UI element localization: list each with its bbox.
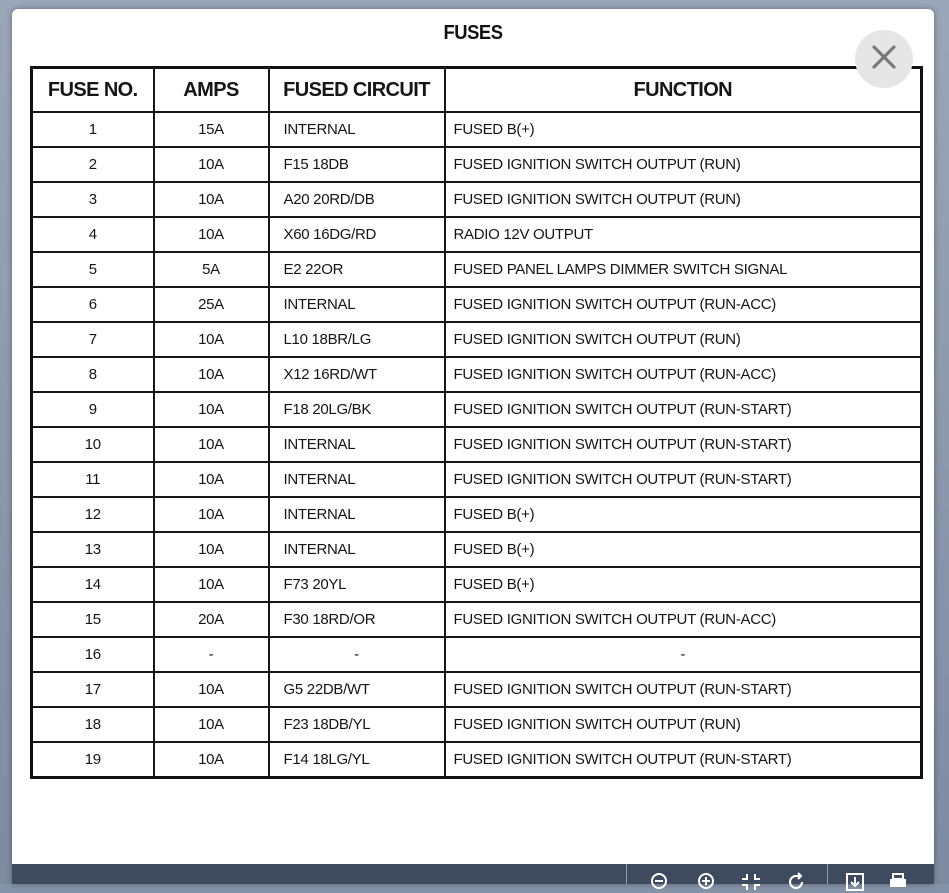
amps-cell: 10A <box>154 742 269 778</box>
fused-circuit-cell: F30 18RD/OR <box>269 602 445 637</box>
toolbar-divider <box>827 864 828 884</box>
amps-cell: 10A <box>154 532 269 567</box>
function-cell: FUSED IGNITION SWITCH OUTPUT (RUN-ACC) <box>445 602 922 637</box>
fuse-number-cell: 7 <box>32 322 154 357</box>
fused-circuit-cell: - <box>269 637 445 672</box>
function-cell: FUSED IGNITION SWITCH OUTPUT (RUN-START) <box>445 742 922 778</box>
function-cell: FUSED B(+) <box>445 567 922 602</box>
amps-cell: 10A <box>154 182 269 217</box>
fuse-number-cell: 8 <box>32 357 154 392</box>
close-icon[interactable] <box>869 42 899 77</box>
table-row <box>32 357 922 392</box>
fused-circuit-cell: G5 22DB/WT <box>269 672 445 707</box>
function-cell: - <box>445 637 922 672</box>
table-row <box>32 742 922 778</box>
table-header-row <box>32 68 922 113</box>
fused-circuit-cell: L10 18BR/LG <box>269 322 445 357</box>
viewer-toolbar <box>12 864 934 884</box>
zoom-out-button[interactable] <box>649 871 671 884</box>
fused-circuit-cell: INTERNAL <box>269 532 445 567</box>
amps-cell: - <box>154 637 269 672</box>
amps-cell: 25A <box>154 287 269 322</box>
fused-circuit-cell: F73 20YL <box>269 567 445 602</box>
table-row <box>32 217 922 252</box>
zoom-in-button[interactable] <box>696 871 718 884</box>
amps-cell: 10A <box>154 357 269 392</box>
amps-cell: 10A <box>154 392 269 427</box>
table-row <box>32 112 922 147</box>
zoom-in-icon[interactable] <box>696 871 718 893</box>
amps-cell: 10A <box>154 147 269 182</box>
table-row <box>32 252 922 287</box>
amps-cell: 15A <box>154 112 269 147</box>
fused-circuit-cell: INTERNAL <box>269 112 445 147</box>
function-cell: FUSED B(+) <box>445 112 922 147</box>
fuse-number-cell: 9 <box>32 392 154 427</box>
close-button[interactable] <box>855 30 913 88</box>
header-amps: AMPS <box>154 68 269 113</box>
table-row <box>32 182 922 217</box>
fuse-table-body <box>32 112 922 778</box>
fuse-number-cell: 1 <box>32 112 154 147</box>
table-row <box>32 637 922 672</box>
header-fuse-no: FUSE NO. <box>32 68 154 113</box>
print-button[interactable] <box>887 871 909 884</box>
table-row <box>32 532 922 567</box>
table-row <box>32 602 922 637</box>
function-cell: FUSED B(+) <box>445 497 922 532</box>
header-function: FUNCTION <box>445 68 922 113</box>
function-cell: FUSED PANEL LAMPS DIMMER SWITCH SIGNAL <box>445 252 922 287</box>
fit-icon[interactable] <box>740 871 762 893</box>
zoom-out-icon[interactable] <box>649 871 671 893</box>
table-row <box>32 497 922 532</box>
table-row <box>32 427 922 462</box>
fused-circuit-cell: X12 16RD/WT <box>269 357 445 392</box>
toolbar-divider <box>626 864 627 884</box>
fuse-number-cell: 2 <box>32 147 154 182</box>
fuse-number-cell: 16 <box>32 637 154 672</box>
download-button[interactable] <box>844 871 866 884</box>
fuse-number-cell: 3 <box>32 182 154 217</box>
fused-circuit-cell: F15 18DB <box>269 147 445 182</box>
fused-circuit-cell: F14 18LG/YL <box>269 742 445 778</box>
table-row <box>32 392 922 427</box>
function-cell: FUSED IGNITION SWITCH OUTPUT (RUN-START) <box>445 427 922 462</box>
fuse-number-cell: 4 <box>32 217 154 252</box>
function-cell: FUSED IGNITION SWITCH OUTPUT (RUN) <box>445 707 922 742</box>
function-cell: FUSED B(+) <box>445 532 922 567</box>
fuse-number-cell: 14 <box>32 567 154 602</box>
fuse-number-cell: 17 <box>32 672 154 707</box>
function-cell: FUSED IGNITION SWITCH OUTPUT (RUN) <box>445 147 922 182</box>
rotate-button[interactable] <box>785 871 807 884</box>
amps-cell: 5A <box>154 252 269 287</box>
fuse-number-cell: 6 <box>32 287 154 322</box>
table-row <box>32 322 922 357</box>
table-row <box>32 672 922 707</box>
function-cell: FUSED IGNITION SWITCH OUTPUT (RUN-START) <box>445 462 922 497</box>
table-row <box>32 287 922 322</box>
rotate-icon[interactable] <box>785 871 807 893</box>
amps-cell: 10A <box>154 497 269 532</box>
fuse-number-cell: 12 <box>32 497 154 532</box>
amps-cell: 10A <box>154 567 269 602</box>
fused-circuit-cell: F23 18DB/YL <box>269 707 445 742</box>
print-icon[interactable] <box>887 871 909 893</box>
function-cell: FUSED IGNITION SWITCH OUTPUT (RUN-ACC) <box>445 287 922 322</box>
fuse-number-cell: 10 <box>32 427 154 462</box>
table-row <box>32 147 922 182</box>
amps-cell: 20A <box>154 602 269 637</box>
amps-cell: 10A <box>154 427 269 462</box>
fit-button[interactable] <box>740 871 762 884</box>
function-cell: FUSED IGNITION SWITCH OUTPUT (RUN-START) <box>445 672 922 707</box>
function-cell: FUSED IGNITION SWITCH OUTPUT (RUN-ACC) <box>445 357 922 392</box>
function-cell: RADIO 12V OUTPUT <box>445 217 922 252</box>
fused-circuit-cell: INTERNAL <box>269 427 445 462</box>
function-cell: FUSED IGNITION SWITCH OUTPUT (RUN-START) <box>445 392 922 427</box>
function-cell: FUSED IGNITION SWITCH OUTPUT (RUN) <box>445 322 922 357</box>
image-viewer <box>12 9 934 884</box>
fuse-number-cell: 5 <box>32 252 154 287</box>
table-row <box>32 567 922 602</box>
fused-circuit-cell: F18 20LG/BK <box>269 392 445 427</box>
function-cell: FUSED IGNITION SWITCH OUTPUT (RUN) <box>445 182 922 217</box>
amps-cell: 10A <box>154 322 269 357</box>
fused-circuit-cell: E2 22OR <box>269 252 445 287</box>
fuse-number-cell: 18 <box>32 707 154 742</box>
fused-circuit-cell: X60 16DG/RD <box>269 217 445 252</box>
fuse-number-cell: 19 <box>32 742 154 778</box>
fused-circuit-cell: INTERNAL <box>269 287 445 322</box>
amps-cell: 10A <box>154 707 269 742</box>
fuse-table <box>30 66 923 779</box>
fused-circuit-cell: A20 20RD/DB <box>269 182 445 217</box>
header-fused-circuit: FUSED CIRCUIT <box>269 68 445 113</box>
fused-circuit-cell: INTERNAL <box>269 462 445 497</box>
fused-circuit-cell: INTERNAL <box>269 497 445 532</box>
fuse-number-cell: 13 <box>32 532 154 567</box>
amps-cell: 10A <box>154 462 269 497</box>
download-icon[interactable] <box>844 871 866 893</box>
fuse-number-cell: 15 <box>32 602 154 637</box>
table-row <box>32 462 922 497</box>
fuse-number-cell: 11 <box>32 462 154 497</box>
document-title: FUSES <box>443 22 503 44</box>
table-row <box>32 707 922 742</box>
amps-cell: 10A <box>154 672 269 707</box>
amps-cell: 10A <box>154 217 269 252</box>
